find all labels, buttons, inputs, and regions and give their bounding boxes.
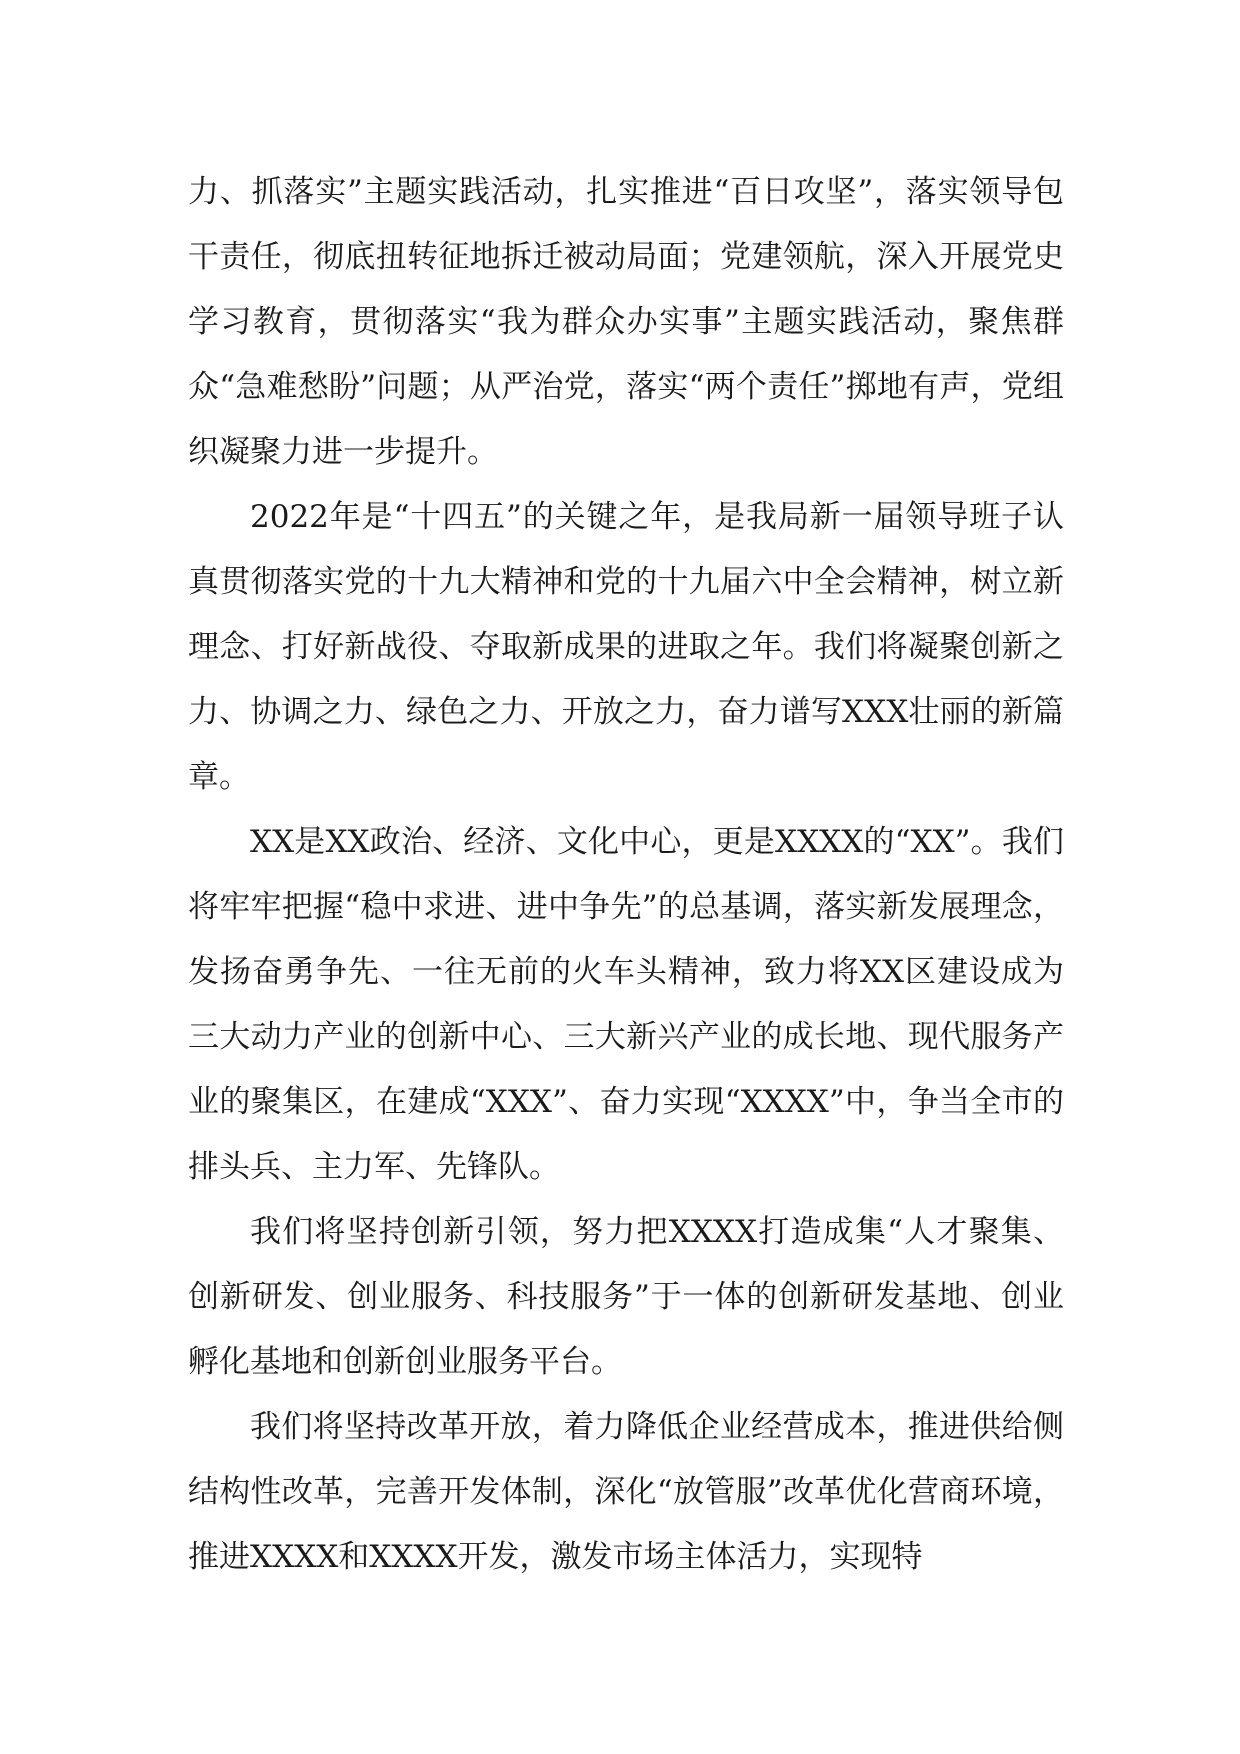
paragraph-innovation: 我们将坚持创新引领，努力把XXXX打造成集“人才聚集、创新研发、创业服务、科技服务”于一体的创新研发基地、创业孵化基地和创新创业服务平台。 xyxy=(188,1214,1064,1380)
body-text xyxy=(188,160,1064,1590)
paragraph-reform: 我们将坚持改革开放，着力降低企业经营成本，推进供给侧结构性改革，完善开发体制，深化“放管服”改革优化营商环境，推进XXXX和XXXX开发，激发市场主体活力，实现特 xyxy=(188,1409,1064,1575)
paragraph-xx-center: XX是XX政治、经济、文化中心，更是XXXX的“XX”。我们将牢牢把握“稳中求进、进中争先”的总基调，落实新发展理念，发扬奋勇争先、一往无前的火车头精神，致力将XX区建设成为三大动力产业的创新中心、三大新兴产业的成长地、现代服务产业的聚集区，在建成“XXX”、奋力实现“XXXX”中，争当全市的排头兵、主力军、先锋队。 xyxy=(188,824,1064,1185)
paragraph-continued: 力、抓落实”主题实践活动，扎实推进“百日攻坚”，落实领导包干责任，彻底扭转征地拆迁被动局面；党建领航，深入开展党史学习教育，贯彻落实“我为群众办实事”主题实践活动，聚焦群众“急难愁盼”问题；从严治党，落实“两个责任”掷地有声，党组织凝聚力进一步提升。 xyxy=(188,174,1064,470)
paragraph-2022-year: 2022年是“十四五”的关键之年，是我局新一届领导班子认真贯彻落实党的十九大精神和党的十九届六中全会精神，树立新理念、打好新战役、夺取新成果的进取之年。我们将凝聚创新之力、协调之力、绿色之力、开放之力，奋力谱写XXX壮丽的新篇章。 xyxy=(188,499,1064,795)
